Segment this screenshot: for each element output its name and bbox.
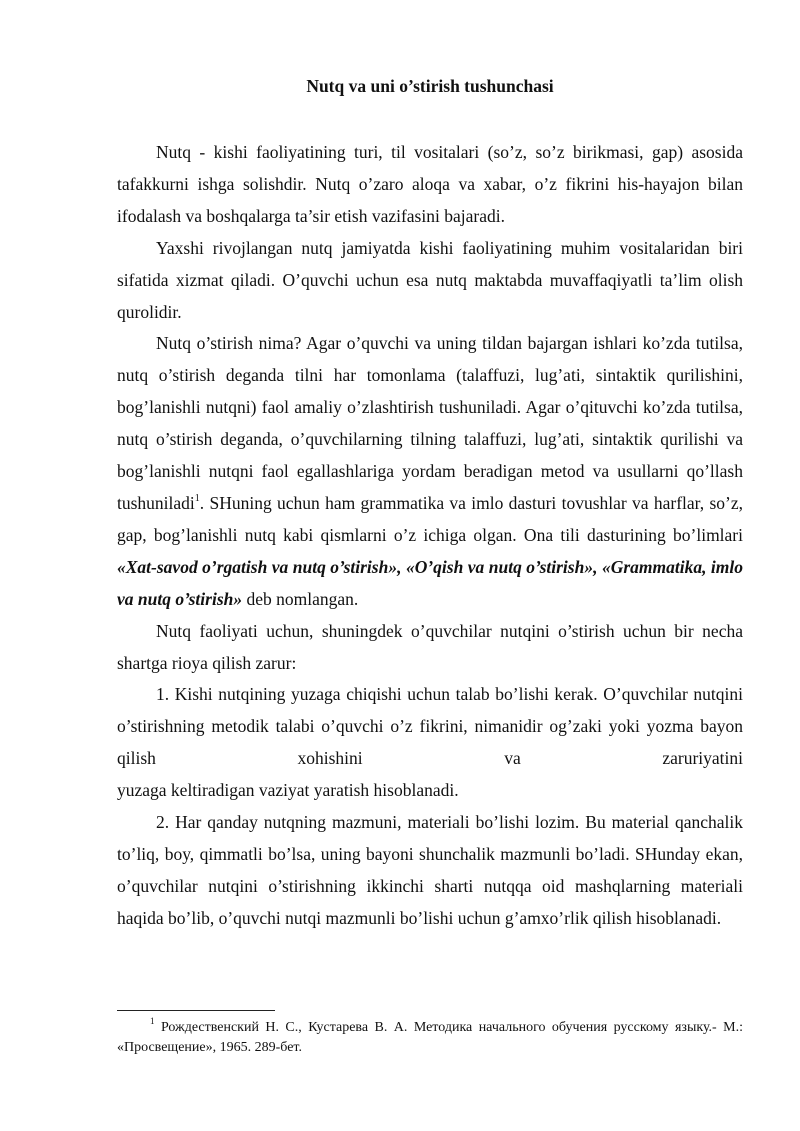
section-title-3: «Grammatika, imlo va nutq o’stirish» (117, 556, 744, 609)
body-text (117, 137, 743, 935)
paragraph-6: 2. Har qanday nutqning mazmuni, materiali bo’lishi lozim. Bu material qanchalik to’liq, boy, qimmatli bo’lsa, uning bayoni shunchalik mazmunli bo’ladi. SHunday ekan, o’quvchilar nutqini o’stirishning ikkinchi sharti nutqqa oid mashqlarning materiali haqida bo’lib, o’quvchi nutqi mazmunli bo’lishi uchun g’amxo’rlik qilish hisoblanadi. (117, 812, 743, 928)
footnote-mark: 1 (150, 1016, 155, 1027)
footnote (117, 1018, 743, 1058)
section-title-1: «Xat-savod o’rgatish va nutq o’stirish» (117, 556, 398, 577)
paragraph-3-text-c: deb nomlangan. (242, 588, 359, 609)
footnote-reference[interactable]: 1 (194, 493, 200, 505)
section-separator-2: , (593, 556, 602, 577)
paragraph-3-text-a: Nutq o’stirish nima? Agar o’quvchi va uning tildan bajargan ishlari ko’zda tutilsa, nutq o’stirish deganda tilni har tomonlama (talaffuzi, lug’ati, sintaktik qurilishini, bog’lanishli nutqni) faol amaliy o’zlashtirish tushuniladi. Agar o’qituvchi ko’zda tutilsa, nutq o’stirish deganda, o’quvchilarning tilning talaffuzi, lug’ati, sintaktik qurilishi va bog’lanishli nutqni faol egallashlariga yordam beradigan metod va usullarni qo’llash tushuniladi (117, 333, 743, 513)
paragraph-3 (117, 328, 743, 615)
section-title-2: «O’qish va nutq o’stirish» (405, 556, 594, 577)
paragraph-3-text-b: . SHuning uchun ham grammatika va imlo dasturi tovushlar va harflar, so’z, gap, bog’lanishli nutq kabi qismlarni o’z ichiga olgan. Ona tili dasturining bo’limlari (117, 492, 743, 545)
paragraph-4: Nutq faoliyati uchun, shuningdek o’quvchilar nutqini o’stirish uchun bir necha shartga rioya qilish zarur: (117, 620, 743, 673)
footnote-text: Рождественский Н. С., Кустарева В. А. Методика начального обучения русскому языку.- М.: «Просвещение», 1965. 289-бет. (117, 1020, 743, 1055)
footnote-divider (117, 1010, 275, 1011)
paragraph-1: Nutq - kishi faoliyatining turi, til vositalari (so’z, so’z birikmasi, gap) asosida tafakkurni ishga solishdir. Nutq o’zaro aloqa va xabar, o’z fikrini his-hayajon bilan ifodalash va boshqalarga ta’sir etish vazifasini bajaradi. (117, 142, 743, 226)
page-title: Nutq va uni o’stirish tushunchasi (306, 76, 554, 96)
paragraph-2: Yaxshi rivojlangan nutq jamiyatda kishi faoliyatining muhim vositalaridan biri sifatida xizmat qiladi. O’quvchi uchun esa nutq maktabda muvaffaqiyatli ta’lim olish qurolidir. (117, 237, 743, 322)
paragraph-5-part-b: yuzaga keltiradigan vaziyat yaratish hisoblanadi. (117, 780, 459, 801)
paragraph-5-part-a: 1. Kishi nutqining yuzaga chiqishi uchun talab bo’lishi kerak. O’quvchilar nutqini o’stirishning metodik talabi o’quvchi o’z fikrini, nimanidir og’zaki yoki yozma bayon qilish xohishini va zaruriyatini (117, 684, 743, 769)
section-separator-1: , (397, 556, 406, 577)
